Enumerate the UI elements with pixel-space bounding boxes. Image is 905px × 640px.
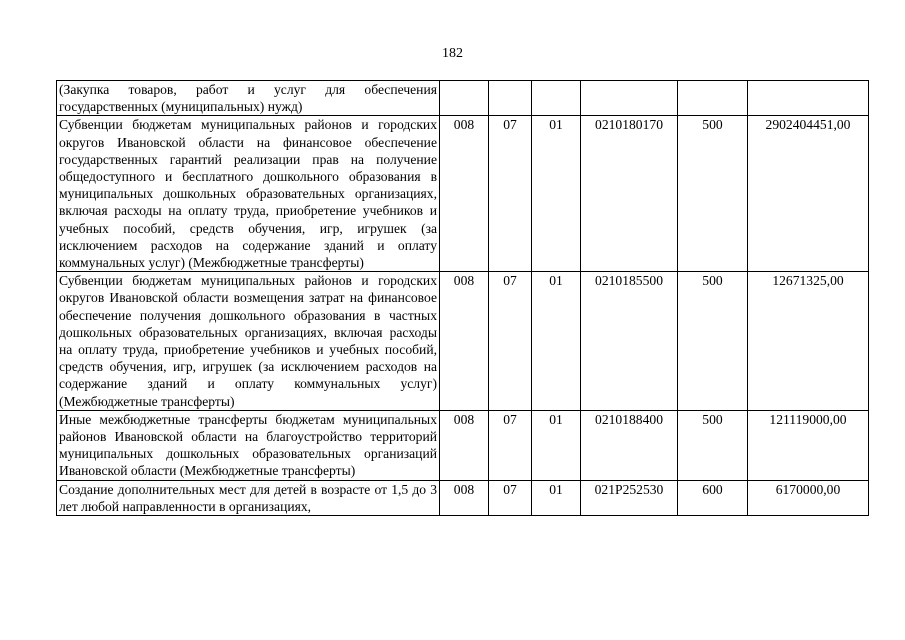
page-number: 182: [442, 46, 463, 61]
row-subsection-code: 01: [532, 272, 581, 411]
row-description: Субвенции бюджетам муниципальных районов и городских округов Ивановской области на финансовое обеспечение государственных гарантий реализации прав на получение общедоступного и бесплатного дошкольного образования в муниципальных дошкольных образовательных организациях, включая расходы на оплату труда, приобретение учебников и учебных пособий, средств обучения, игр, игрушек (за исключением расходов на содержание зданий и оплату коммунальных услуг) (Межбюджетные трансферты): [57, 116, 440, 272]
row-description: (Закупка товаров, работ и услуг для обеспечения государственных (муниципальных) нужд): [57, 81, 440, 116]
row-expense-type-code: 500: [678, 272, 748, 411]
row-amount: 2902404451,00: [748, 116, 869, 272]
row-ved-code: [440, 81, 489, 116]
row-subsection-code: [532, 81, 581, 116]
table-row: [57, 272, 869, 411]
row-target-article-code: 0210180170: [581, 116, 678, 272]
row-amount: [748, 81, 869, 116]
row-section-code: 07: [489, 272, 532, 411]
row-ved-code: 008: [440, 272, 489, 411]
row-subsection-code: 01: [532, 480, 581, 515]
row-subsection-code: 01: [532, 116, 581, 272]
row-ved-code: 008: [440, 480, 489, 515]
table-row: [57, 81, 869, 116]
row-target-article-code: 021P252530: [581, 480, 678, 515]
row-expense-type-code: 600: [678, 480, 748, 515]
row-amount: 6170000,00: [748, 480, 869, 515]
row-description: Иные межбюджетные трансферты бюджетам муниципальных районов Ивановской области на благоустройство территорий муниципальных дошкольных образовательных организаций Ивановской области (Межбюджетные трансферты): [57, 410, 440, 480]
table-row: [57, 480, 869, 515]
row-target-article-code: 0210188400: [581, 410, 678, 480]
row-section-code: 07: [489, 116, 532, 272]
row-ved-code: 008: [440, 116, 489, 272]
row-section-code: 07: [489, 410, 532, 480]
row-target-article-code: [581, 81, 678, 116]
row-description-cell: [57, 480, 440, 515]
row-section-code: [489, 81, 532, 116]
row-section-code: 07: [489, 480, 532, 515]
row-amount: 121119000,00: [748, 410, 869, 480]
row-expense-type-code: 500: [678, 116, 748, 272]
row-subsection-code: 01: [532, 410, 581, 480]
row-target-article-code: 0210185500: [581, 272, 678, 411]
table-row: [57, 410, 869, 480]
budget-table: [56, 80, 869, 516]
table-row: [57, 116, 869, 272]
row-expense-type-code: 500: [678, 410, 748, 480]
row-expense-type-code: [678, 81, 748, 116]
row-description: Создание дополнительных мест для детей в возрасте от 1,5 до 3 лет любой направленности в организациях,: [59, 481, 437, 514]
row-description: Субвенции бюджетам муниципальных районов и городских округов Ивановской области возмещения затрат на финансовое обеспечение получения дошкольного образования в частных дошкольных образовательных организациях, включая расходы на оплату труда, приобретение учебников и учебных пособий, средств обучения, игр, игрушек (за исключением расходов на содержание зданий и оплату коммунальных услуг) (Межбюджетные трансферты): [57, 272, 440, 411]
row-ved-code: 008: [440, 410, 489, 480]
row-amount: 12671325,00: [748, 272, 869, 411]
